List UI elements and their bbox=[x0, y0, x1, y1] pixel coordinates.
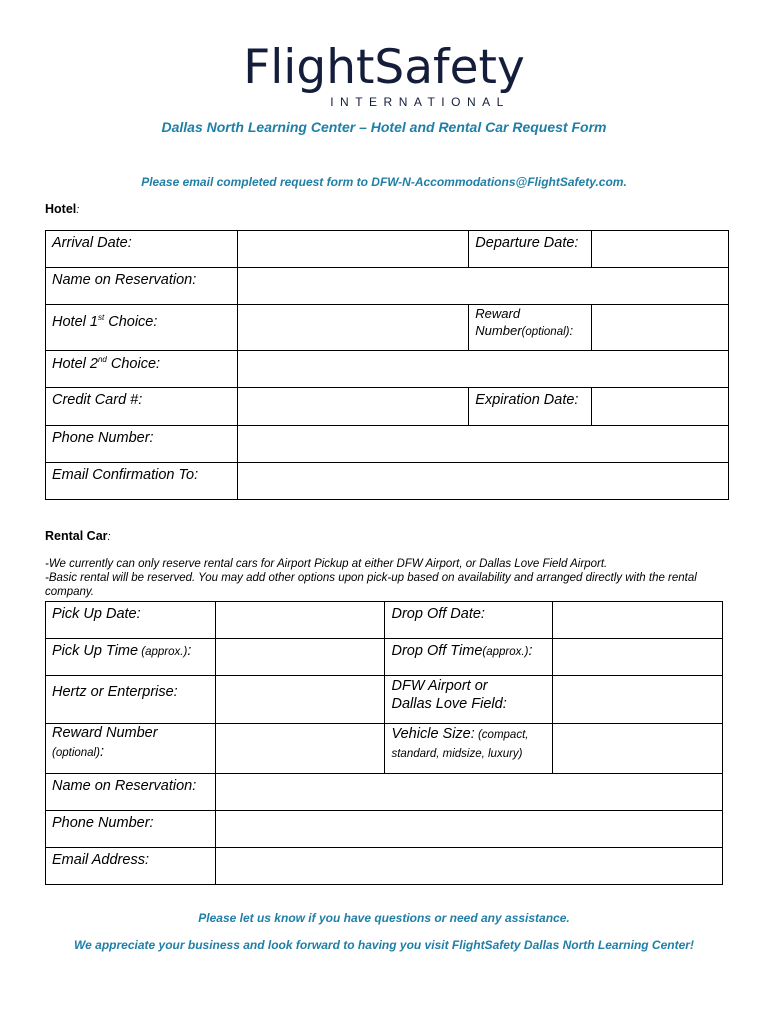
pickup-airport-label: DFW Airport or Dallas Love Field: bbox=[385, 676, 553, 724]
rental-phone-number-field[interactable] bbox=[215, 811, 722, 848]
hotel-first-choice-field[interactable] bbox=[237, 305, 469, 351]
rental-reward-number-label: Reward Number (optional): bbox=[46, 724, 216, 774]
pick-up-time-field[interactable] bbox=[215, 639, 385, 676]
hotel-table bbox=[45, 230, 729, 500]
expiration-date-field[interactable] bbox=[592, 388, 729, 426]
vehicle-size-field[interactable] bbox=[553, 724, 723, 774]
rental-section-label: Rental Car: bbox=[45, 529, 111, 543]
rental-note-airport: -We currently can only reserve rental cars for Airport Pickup at either DFW Airport, or Dallas Love Field Airport. bbox=[45, 558, 608, 570]
rental-company-label: Hertz or Enterprise: bbox=[46, 676, 216, 724]
rental-reward-number-field[interactable] bbox=[215, 724, 385, 774]
pickup-airport-field[interactable] bbox=[553, 676, 723, 724]
hotel-section-label: Hotel: bbox=[45, 202, 80, 216]
departure-date-field[interactable] bbox=[592, 231, 729, 268]
arrival-date-label: Arrival Date: bbox=[46, 231, 238, 268]
rental-company-field[interactable] bbox=[215, 676, 385, 724]
vehicle-size-label: Vehicle Size: (compact, standard, midsize, luxury) bbox=[385, 724, 553, 774]
hotel-name-on-reservation-field[interactable] bbox=[237, 268, 728, 305]
hotel-phone-number-label: Phone Number: bbox=[46, 426, 238, 463]
email-confirmation-field[interactable] bbox=[237, 463, 728, 500]
hotel-second-choice-field[interactable] bbox=[237, 351, 728, 388]
rental-name-on-reservation-field[interactable] bbox=[215, 774, 722, 811]
drop-off-date-label: Drop Off Date: bbox=[385, 602, 553, 639]
hotel-phone-number-field[interactable] bbox=[237, 426, 728, 463]
expiration-date-label: Expiration Date: bbox=[469, 388, 592, 426]
footer-questions: Please let us know if you have questions or need any assistance. bbox=[198, 911, 570, 925]
drop-off-time-field[interactable] bbox=[553, 639, 723, 676]
credit-card-label: Credit Card #: bbox=[46, 388, 238, 426]
credit-card-field[interactable] bbox=[237, 388, 469, 426]
footer-thanks: We appreciate your business and look forward to having you visit FlightSafety Dallas North Learning Center! bbox=[74, 938, 694, 952]
rental-table bbox=[45, 601, 723, 885]
company-logo-subtext: INTERNATIONAL bbox=[330, 95, 510, 109]
departure-date-label: Departure Date: bbox=[469, 231, 592, 268]
pick-up-date-field[interactable] bbox=[215, 602, 385, 639]
company-logo: FlightSafety bbox=[243, 40, 525, 95]
rental-email-address-label: Email Address: bbox=[46, 848, 216, 885]
rental-note-basic: -Basic rental will be reserved. You may add other options upon pick-up based on availability and arranged directly with the rental company. bbox=[45, 572, 697, 598]
rental-email-address-field[interactable] bbox=[215, 848, 722, 885]
form-title: Dallas North Learning Center – Hotel and Rental Car Request Form bbox=[161, 119, 607, 135]
email-instruction: Please email completed request form to DFW-N-Accommodations@FlightSafety.com. bbox=[141, 175, 627, 189]
arrival-date-field[interactable] bbox=[237, 231, 469, 268]
rental-name-on-reservation-label: Name on Reservation: bbox=[46, 774, 216, 811]
pick-up-date-label: Pick Up Date: bbox=[46, 602, 216, 639]
hotel-first-choice-label: Hotel 1st Choice: bbox=[46, 305, 238, 351]
drop-off-date-field[interactable] bbox=[553, 602, 723, 639]
hotel-name-on-reservation-label: Name on Reservation: bbox=[46, 268, 238, 305]
rental-phone-number-label: Phone Number: bbox=[46, 811, 216, 848]
hotel-reward-number-label: Reward Number(optional): bbox=[469, 305, 592, 351]
hotel-second-choice-label: Hotel 2nd Choice: bbox=[46, 351, 238, 388]
pick-up-time-label: Pick Up Time (approx.): bbox=[46, 639, 216, 676]
hotel-reward-number-field[interactable] bbox=[592, 305, 729, 351]
email-confirmation-label: Email Confirmation To: bbox=[46, 463, 238, 500]
drop-off-time-label: Drop Off Time(approx.): bbox=[385, 639, 553, 676]
